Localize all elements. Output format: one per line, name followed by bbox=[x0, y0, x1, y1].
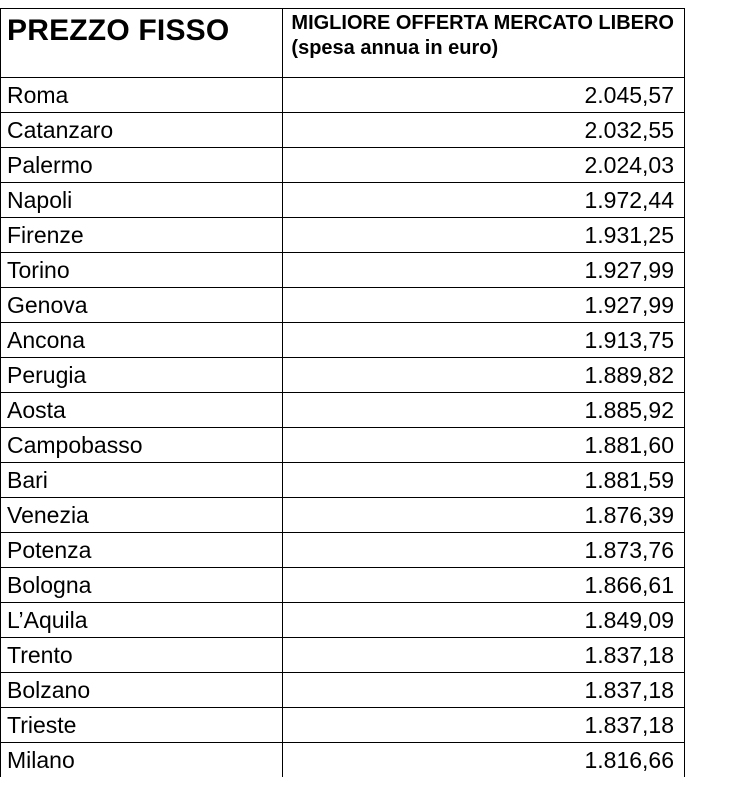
table-row bbox=[1, 183, 685, 218]
annual-cost-cell: 2.045,57 bbox=[283, 78, 685, 113]
header-title-best-offer: MIGLIORE OFFERTA MERCATO LIBERO (spesa annua in euro) bbox=[291, 12, 674, 59]
annual-cost-cell: 1.849,09 bbox=[283, 603, 685, 638]
city-cell: Ancona bbox=[1, 323, 283, 358]
table-row bbox=[1, 288, 685, 323]
table-body bbox=[1, 78, 685, 778]
city-cell: Roma bbox=[1, 78, 283, 113]
table-row bbox=[1, 673, 685, 708]
table-row bbox=[1, 743, 685, 778]
city-cell: Palermo bbox=[1, 148, 283, 183]
table-row bbox=[1, 708, 685, 743]
annual-cost-cell: 2.032,55 bbox=[283, 113, 685, 148]
table-row bbox=[1, 218, 685, 253]
city-cell: Potenza bbox=[1, 533, 283, 568]
table-row bbox=[1, 463, 685, 498]
table-row bbox=[1, 358, 685, 393]
city-cell: Bologna bbox=[1, 568, 283, 603]
city-cell: Bari bbox=[1, 463, 283, 498]
annual-cost-cell: 1.972,44 bbox=[283, 183, 685, 218]
table-row bbox=[1, 603, 685, 638]
table-header-row bbox=[1, 9, 685, 78]
annual-cost-cell: 1.837,18 bbox=[283, 638, 685, 673]
city-cell: Perugia bbox=[1, 358, 283, 393]
annual-cost-cell: 1.837,18 bbox=[283, 673, 685, 708]
city-cell: Bolzano bbox=[1, 673, 283, 708]
annual-cost-cell: 2.024,03 bbox=[283, 148, 685, 183]
header-title-fixed-price: PREZZO FISSO bbox=[7, 14, 230, 47]
table-row bbox=[1, 533, 685, 568]
header-cell-fixed-price bbox=[1, 9, 283, 78]
table-row bbox=[1, 393, 685, 428]
table-row bbox=[1, 113, 685, 148]
annual-cost-cell: 1.873,76 bbox=[283, 533, 685, 568]
table-row bbox=[1, 323, 685, 358]
annual-cost-cell: 1.885,92 bbox=[283, 393, 685, 428]
annual-cost-cell: 1.816,66 bbox=[283, 743, 685, 778]
city-cell: Genova bbox=[1, 288, 283, 323]
header-cell-best-offer bbox=[283, 9, 685, 78]
table-row bbox=[1, 148, 685, 183]
city-cell: Aosta bbox=[1, 393, 283, 428]
annual-cost-cell: 1.881,60 bbox=[283, 428, 685, 463]
city-cell: Torino bbox=[1, 253, 283, 288]
annual-cost-cell: 1.866,61 bbox=[283, 568, 685, 603]
annual-cost-cell: 1.927,99 bbox=[283, 253, 685, 288]
annual-cost-cell: 1.876,39 bbox=[283, 498, 685, 533]
city-cell: Catanzaro bbox=[1, 113, 283, 148]
table-row bbox=[1, 638, 685, 673]
city-cell: Venezia bbox=[1, 498, 283, 533]
annual-cost-cell: 1.927,99 bbox=[283, 288, 685, 323]
city-cell: Trento bbox=[1, 638, 283, 673]
table-row bbox=[1, 253, 685, 288]
annual-cost-cell: 1.913,75 bbox=[283, 323, 685, 358]
city-cell: Napoli bbox=[1, 183, 283, 218]
table-row bbox=[1, 428, 685, 463]
table-row bbox=[1, 78, 685, 113]
city-cell: Firenze bbox=[1, 218, 283, 253]
annual-cost-cell: 1.889,82 bbox=[283, 358, 685, 393]
city-cell: Campobasso bbox=[1, 428, 283, 463]
city-cell: Milano bbox=[1, 743, 283, 778]
table-row bbox=[1, 498, 685, 533]
annual-cost-cell: 1.837,18 bbox=[283, 708, 685, 743]
table-row bbox=[1, 568, 685, 603]
city-cell: L’Aquila bbox=[1, 603, 283, 638]
annual-cost-cell: 1.931,25 bbox=[283, 218, 685, 253]
annual-cost-cell: 1.881,59 bbox=[283, 463, 685, 498]
price-table bbox=[0, 8, 685, 777]
city-cell: Trieste bbox=[1, 708, 283, 743]
